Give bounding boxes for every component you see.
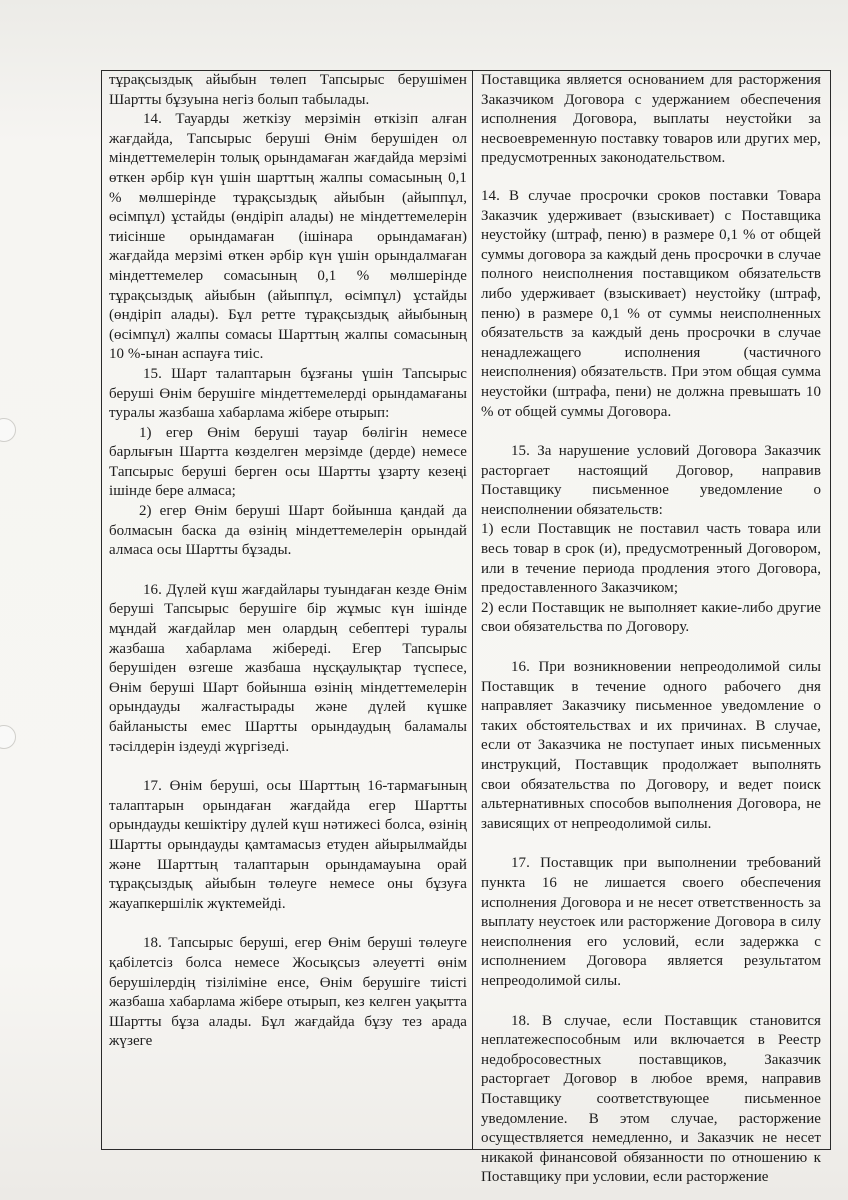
ru-clause-15-item-1: 1) если Поставщик не поставил часть товара или весь товар в срок (и), предусмотренный Договором, или в течение периода продления этого Договора, предоставленного Заказчиком; <box>481 521 821 597</box>
spacer <box>109 914 467 934</box>
spacer <box>481 992 821 1012</box>
spacer <box>109 757 467 777</box>
spacer <box>481 834 821 854</box>
russian-column <box>473 71 830 1186</box>
kazakh-column <box>102 71 473 1149</box>
kk-clause-16: 16. Дүлей күш жағдайлары туындаған кезде Өнім беруші Тапсырыс берушіге бір жұмыс күн ішінде мұндай жағдайлар мен олардың себептері туралы жазбаша хабарлама жібереді. Егер Тапсырыс берушіден өзгеше жазбаша нұсқаулықтар түспесе, Өнім беруші Шарт бойынша өзінің міндеттемелерін орындауды жалғастырады және дүлей күшке байланысты емес Шартты орындаудың баламалы тәсілдерін іздеуді жүргізеді. <box>109 581 467 755</box>
spacer <box>481 638 821 658</box>
kk-clause-15-item-1: 1) егер Өнім беруші тауар бөлігін немесе барлығын Шартта көзделген мерзімде (дерде) немесе Тапсырыс беруші берген осы Шартты ұзарту кезеңі ішінде бере алмаса; <box>109 424 467 500</box>
kk-continuation: тұрақсыздық айыбын төлеп Тапсырыс берушімен Шартты бұзуына негіз болып табылады. <box>109 72 467 108</box>
ru-clause-15-item-2: 2) если Поставщик не выполняет какие-либо другие свои обязательства по Договору. <box>481 599 821 636</box>
ru-clause-18: 18. В случае, если Поставщик становится неплатежеспособным или включается в Реестр недобросовестных поставщиков, Заказчик расторгает Договор в любое время, направив Поставщику соответствующее письменное уведомление. В этом случае, расторжение осуществляется немедленно, и Заказчик не несет никакой финансовой обязанности по отношению к Поставщику при условии, если расторжение <box>481 1012 821 1186</box>
kk-clause-17: 17. Өнім беруші, осы Шарттың 16-тармағының талаптарын орындаған жағдайда егер Шартты орындауды кешіктіру дүлей күш нәтижесі болса, өзінің Шартты орындауды қамтамасыз етуден айырылмайды және Шарттың талаптарын орындамауына орай тұрақсыздық айыбын төлеуге немесе оны бұзуға жауапкершілік жүктемейді. <box>109 778 467 912</box>
kk-clause-18: 18. Тапсырыс беруші, егер Өнім беруші төлеуге қабілетсіз болса немесе Жосықсыз әлеуетті өнім берушілердің тізіліміне енсе, Өнім берушіге тиісті жазбаша хабарлама жібере отырып, кез келген уақытта Шартты бұза алады. Бұл жағдайда бұзу тез арада жүзеге <box>109 935 467 1050</box>
kk-clause-15-item-2: 2) егер Өнім беруші Шарт бойынша қандай да болмасын баска да өзінің міндеттемелерін орындай алмаса осы Шартты бұзады. <box>109 503 467 559</box>
ru-clause-17: 17. Поставщик при выполнении требований пункта 16 не лишается своего обеспечения исполнения Договора и не несет ответственность за выплату неустоек или расторжение Договора в силу неисполнения его условий, если задержка с исполнением Договора является результатом непреодолимой силы. <box>481 855 821 989</box>
spacer <box>481 422 821 442</box>
bilingual-contract-table <box>101 70 831 1186</box>
spacer <box>481 169 821 187</box>
kk-clause-15: 15. Шарт талаптарын бұзғаны үшін Тапсырыс беруші Өнім берушіге міндеттемелерді орындамағаны туралы жазбаша хабарлама жібере отырып: <box>109 365 467 422</box>
kk-clause-14: 14. Тауарды жеткізу мерзімін өткізіп алған жағдайда, Тапсырыс беруші Өнім берушіден ол міндеттемелерін толық орындамаған жағдайда мерзімі өткен әрбір күн үшін шарттың жалпы сомасының 0,1 % мөлшерінде тұрақсыздық айыбын (айыппұл, өсімпұл) ұстайды (өндіріп алады) не міндеттемелерін тиісінше орындамаған (ішінара орындамаған) жағдайда мерзімі өткен әрбір күн үшін орындалмаған міндеттемелер сомасының 0,1 % мөлшерінде тұрақсыздық айыбын (айыппұл, өсімпұл) ұстайды (өндіріп алады). Бұл ретте тұрақсыздық айыбының (өсімпұл) жалпы сомасы Шарттың жалпы сомасының 10 %-ынан аспауға тиіс. <box>109 111 467 363</box>
ru-clause-14: 14. В случае просрочки сроков поставки Товара Заказчик удерживает (взыскивает) с Поставщика неустойку (штраф, пеню) в размере 0,1 % от общей суммы договора за каждый день просрочки в случае полного неисполнения поставщиком обязательств либо удерживает (взыскивает) неустойку (штраф, пеню) в размере 0,1 % от суммы неисполненных обязательств за каждый день просрочки в случае ненадлежащего исполнения (частичного неисполнения) обязательств. При этом общая сумма неустойки (штрафа, пени) не должна превышать 10 % от общей суммы Договора. <box>481 187 821 420</box>
ru-continuation: Поставщика является основанием для расторжения Заказчиком Договора с удержанием обеспечения исполнения Договора, выплаты неустойки за несвоевременную поставку товаров или других мер, предусмотренных законодательством. <box>481 72 821 167</box>
ru-clause-15: 15. За нарушение условий Договора Заказчик расторгает настоящий Договор, направив Поставщику письменное уведомление о неисполнении обязательств: <box>481 443 821 518</box>
ru-clause-16: 16. При возникновении непреодолимой силы Поставщик в течение одного рабочего дня направляет Заказчику письменное уведомление о таких обстоятельствах и их причинах. В случае, если от Заказчика не поступает иных письменных инструкций, Поставщик продолжает выполнять свои обязательства по Договору, и ведет поиск альтернативных способов выполнения Договора, не зависящих от непреодолимой силы. <box>481 659 821 832</box>
spacer <box>109 561 467 581</box>
